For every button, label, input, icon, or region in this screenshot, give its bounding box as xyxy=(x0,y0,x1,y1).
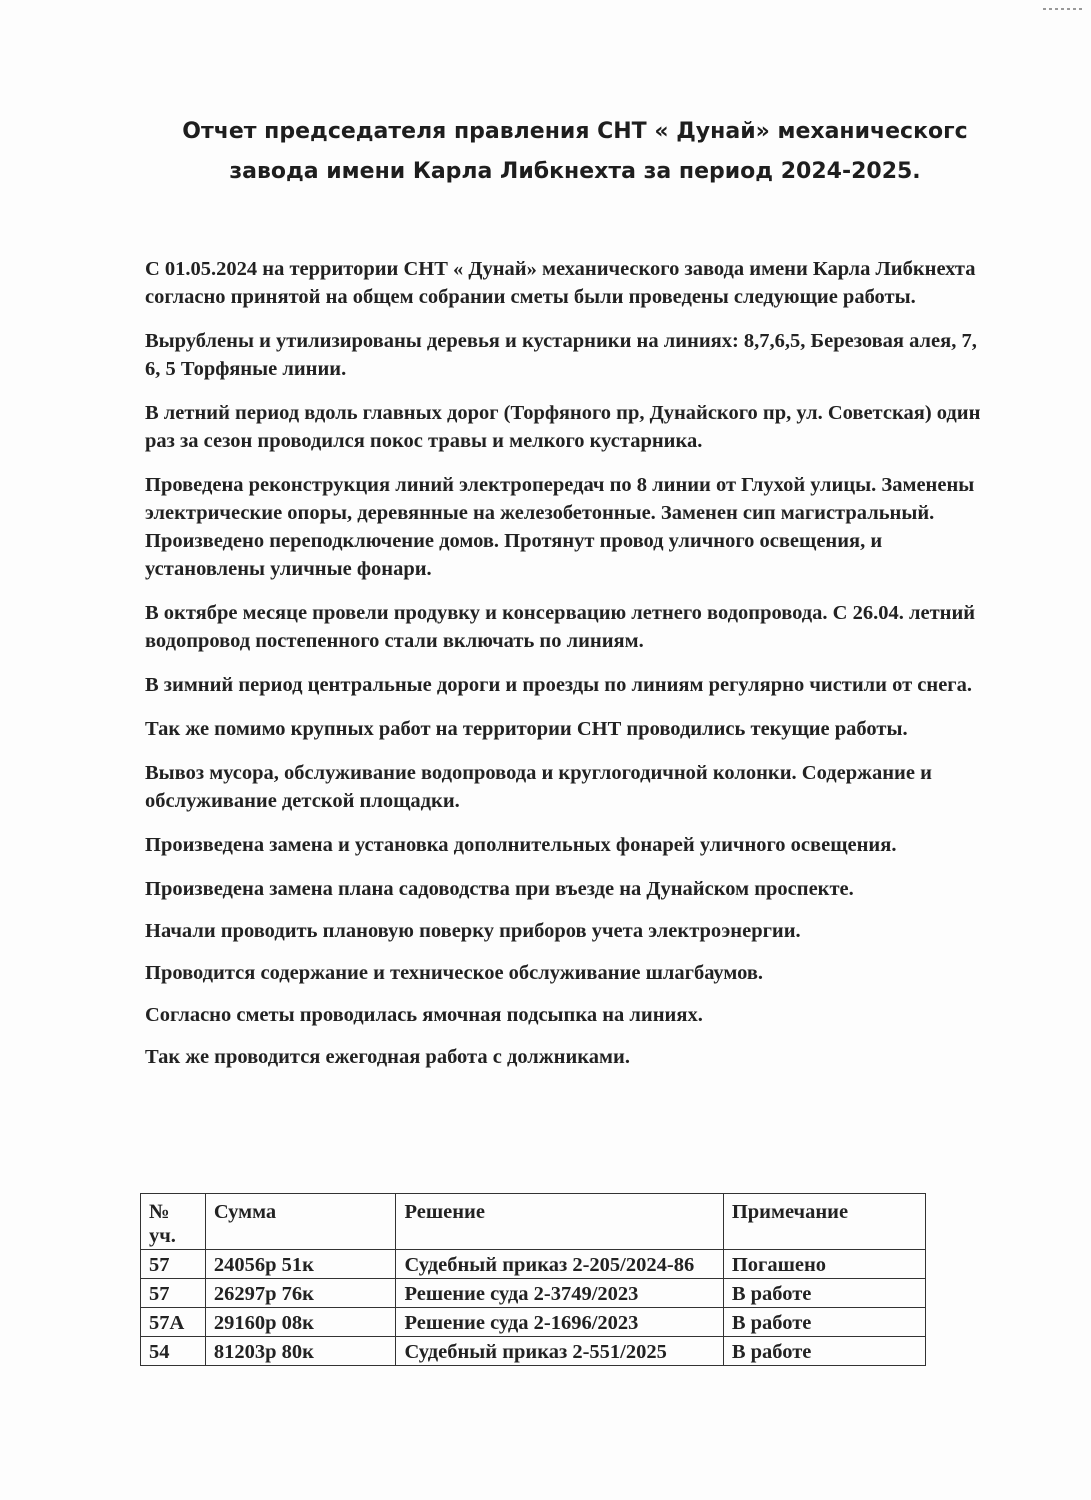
scan-artifact xyxy=(1043,8,1083,10)
header-decision: Решение xyxy=(396,1194,723,1250)
debtors-table xyxy=(140,1193,926,1366)
table-row xyxy=(141,1279,926,1308)
report-body xyxy=(145,255,995,1085)
cell-note: Погашено xyxy=(723,1250,925,1279)
header-amount: Сумма xyxy=(205,1194,396,1250)
cell-note: В работе xyxy=(723,1337,925,1366)
table-row xyxy=(141,1250,926,1279)
report-title xyxy=(150,112,1000,192)
paragraph: Произведена замена и установка дополнительных фонарей уличного освещения. xyxy=(145,834,897,856)
paragraph: В октябре месяце провели продувку и консервацию летнего водопровода. С 26.04. летний водопровод постепенного стали включать по линиям. xyxy=(145,602,976,652)
header-note: Примечание xyxy=(723,1194,925,1250)
paragraph: В зимний период центральные дороги и проезды по линиям регулярно чистили от снега. xyxy=(145,674,972,696)
title-line-2: завода имени Карла Либкнехта за период 2024-2025. xyxy=(229,159,921,184)
paragraph: Проводится содержание и техническое обслуживание шлагбаумов. xyxy=(145,962,764,984)
paragraph: С 01.05.2024 на территории СНТ « Дунай» механического завода имени Карла Либкнехта согласно принятой на общем собрании сметы были проведены следующие работы. xyxy=(145,258,976,308)
cell-decision: Судебный приказ 2-551/2025 xyxy=(396,1337,723,1366)
cell-decision: Решение суда 2-1696/2023 xyxy=(396,1308,723,1337)
cell-note: В работе xyxy=(723,1308,925,1337)
cell-plot-number: 57 xyxy=(141,1250,206,1279)
paragraph: Так же проводится ежегодная работа с должниками. xyxy=(145,1046,630,1068)
cell-plot-number: 54 xyxy=(141,1337,206,1366)
paragraph: Так же помимо крупных работ на территории СНТ проводились текущие работы. xyxy=(145,718,908,740)
cell-decision: Решение суда 2-3749/2023 xyxy=(396,1279,723,1308)
title-line-1: Отчет председателя правления СНТ « Дунай» механическогс xyxy=(182,119,968,144)
table-header-row xyxy=(141,1194,926,1250)
cell-plot-number: 57 xyxy=(141,1279,206,1308)
paragraph: Произведена замена плана садоводства при въезде на Дунайском проспекте. xyxy=(145,878,854,900)
cell-amount: 24056р 51к xyxy=(205,1250,396,1279)
cell-note: В работе xyxy=(723,1279,925,1308)
table-row xyxy=(141,1337,926,1366)
paragraph: В летний период вдоль главных дорог (Торфяного пр, Дунайского пр, ул. Советская) один раз за сезон проводился покос травы и мелкого кустарника. xyxy=(145,402,981,452)
header-plot-number: № уч. xyxy=(141,1194,206,1250)
paragraph: Вывоз мусора, обслуживание водопровода и круглогодичной колонки. Содержание и обслуживание детской площадки. xyxy=(145,762,932,812)
paragraph: Проведена реконструкция линий электропередач по 8 линии от Глухой улицы. Заменены электрические опоры, деревянные на железобетонные. Заменен сип магистральный. Произведено переподключение домов. Протянут провод уличного освещения, и установлены уличные фонари. xyxy=(145,474,975,580)
cell-amount: 26297р 76к xyxy=(205,1279,396,1308)
paragraph: Начали проводить плановую поверку приборов учета электроэнергии. xyxy=(145,920,801,942)
cell-decision: Судебный приказ 2-205/2024-86 xyxy=(396,1250,723,1279)
table-row xyxy=(141,1308,926,1337)
paragraph: Согласно сметы проводилась ямочная подсыпка на линиях. xyxy=(145,1004,703,1026)
cell-plot-number: 57А xyxy=(141,1308,206,1337)
cell-amount: 81203р 80к xyxy=(205,1337,396,1366)
cell-amount: 29160р 08к xyxy=(205,1308,396,1337)
paragraph: Вырублены и утилизированы деревья и кустарники на линиях: 8,7,6,5, Березовая алея, 7, 6, 5 Торфяные линии. xyxy=(145,330,977,380)
